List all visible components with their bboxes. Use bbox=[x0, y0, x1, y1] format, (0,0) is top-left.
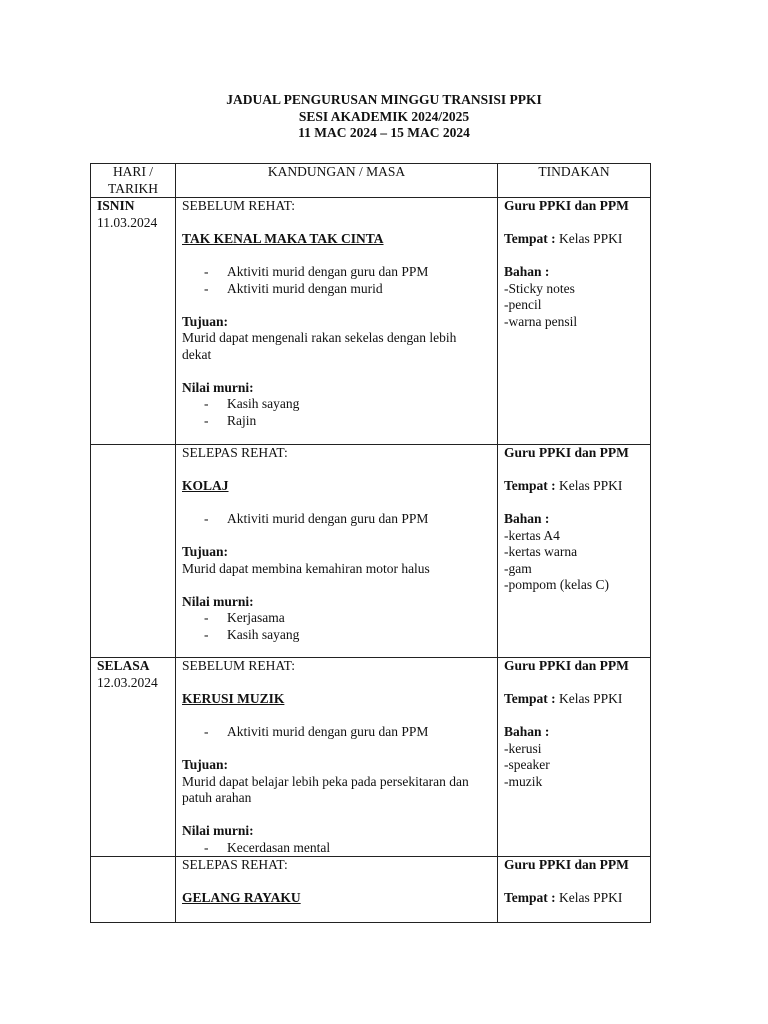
guru-text: Guru PPKI dan PPM bbox=[504, 658, 629, 673]
activity-title: KERUSI MUZIK bbox=[182, 691, 285, 706]
list-item: - Rajin bbox=[204, 412, 257, 428]
table-row bbox=[91, 658, 651, 857]
guru-text: Guru PPKI dan PPM bbox=[504, 857, 629, 872]
action-cell bbox=[498, 857, 651, 923]
nilai-item: Kecerdasan mental bbox=[227, 839, 331, 855]
tempat-value: Kelas PPKI bbox=[555, 231, 623, 246]
bahan-item: -kerusi bbox=[504, 740, 542, 756]
list-item: - Kecerdasan mental bbox=[204, 839, 331, 855]
day-cell bbox=[91, 198, 176, 445]
nilai-label: Nilai murni: bbox=[182, 823, 254, 838]
header-date: TARIKH bbox=[108, 180, 158, 196]
table-row bbox=[91, 445, 651, 658]
action-cell bbox=[498, 198, 651, 445]
bahan-item: -pompom (kelas C) bbox=[504, 577, 609, 592]
tujuan-text: Murid dapat membina kemahiran motor halus bbox=[182, 560, 430, 576]
content-cell bbox=[176, 857, 498, 923]
tempat-label: Tempat : bbox=[504, 478, 556, 493]
bahan-item: -warna pensil bbox=[504, 313, 578, 329]
list-item: - Aktiviti murid dengan guru dan PPM bbox=[204, 511, 429, 526]
tujuan-label: Tujuan: bbox=[182, 544, 229, 559]
activity-title: TAK KENAL MAKA TAK CINTA bbox=[182, 231, 384, 246]
schedule-table bbox=[90, 163, 651, 923]
list-item: - Kasih sayang bbox=[204, 626, 300, 642]
title-line-3: 11 MAC 2024 – 15 MAC 2024 bbox=[298, 125, 470, 140]
bahan-item: -muzik bbox=[504, 773, 543, 789]
guru-text: Guru PPKI dan PPM bbox=[504, 198, 629, 213]
list-item: - Aktiviti murid dengan murid bbox=[204, 280, 383, 296]
header-action: TINDAKAN bbox=[498, 164, 651, 198]
bahan-item: -gam bbox=[504, 560, 532, 576]
bahan-item: -pencil bbox=[504, 297, 542, 312]
day-date: 11.03.2024 bbox=[97, 214, 158, 230]
tujuan-label: Tujuan: bbox=[182, 757, 229, 772]
content-cell bbox=[176, 445, 498, 658]
bahan-item: -speaker bbox=[504, 757, 550, 772]
session-label: SEBELUM REHAT: bbox=[182, 658, 295, 673]
tempat-label: Tempat : bbox=[504, 231, 556, 246]
nilai-item: Kasih sayang bbox=[227, 626, 300, 642]
tujuan-text: patuh arahan bbox=[182, 790, 252, 805]
list-item: - Kasih sayang bbox=[204, 396, 300, 411]
nilai-item: Kerjasama bbox=[227, 610, 285, 625]
activity-item: Aktiviti murid dengan murid bbox=[227, 280, 383, 296]
day-name: SELASA bbox=[97, 658, 150, 673]
nilai-label: Nilai murni: bbox=[182, 593, 254, 609]
tujuan-text: Murid dapat mengenali rakan sekelas dengan lebih bbox=[182, 330, 457, 345]
tempat-value: Kelas PPKI bbox=[555, 478, 623, 493]
content-cell bbox=[176, 198, 498, 445]
table-header-row bbox=[91, 164, 651, 198]
day-date: 12.03.2024 bbox=[97, 674, 158, 690]
tempat-label: Tempat : bbox=[504, 691, 556, 706]
table-row bbox=[91, 857, 651, 923]
bahan-item: -kertas A4 bbox=[504, 527, 560, 543]
bahan-item: -Sticky notes bbox=[504, 280, 575, 296]
tujuan-label: Tujuan: bbox=[182, 313, 229, 329]
bahan-label: Bahan : bbox=[504, 264, 550, 279]
activity-item: Aktiviti murid dengan guru dan PPM bbox=[227, 724, 429, 739]
document-title bbox=[0, 92, 768, 142]
bahan-label: Bahan : bbox=[504, 724, 550, 739]
day-name: ISNIN bbox=[97, 198, 135, 213]
activity-item: Aktiviti murid dengan guru dan PPM bbox=[227, 511, 429, 526]
content-cell bbox=[176, 658, 498, 857]
action-cell bbox=[498, 658, 651, 857]
nilai-item: Rajin bbox=[227, 412, 257, 428]
title-line-2: SESI AKADEMIK 2024/2025 bbox=[298, 108, 470, 124]
activity-item: Aktiviti murid dengan guru dan PPM bbox=[227, 264, 429, 279]
header-content: KANDUNGAN / MASA bbox=[176, 164, 498, 198]
table-row bbox=[91, 198, 651, 445]
activity-title: KOLAJ bbox=[182, 478, 229, 493]
guru-text: Guru PPKI dan PPM bbox=[504, 445, 629, 460]
action-cell bbox=[498, 445, 651, 658]
session-label: SEBELUM REHAT: bbox=[182, 198, 295, 213]
title-line-1: JADUAL PENGURUSAN MINGGU TRANSISI PPKI bbox=[226, 92, 542, 107]
tempat-value: Kelas PPKI bbox=[555, 691, 623, 706]
tempat-label: Tempat : bbox=[504, 890, 556, 905]
nilai-label: Nilai murni: bbox=[182, 379, 254, 395]
header-day-date bbox=[91, 164, 176, 198]
nilai-item: Kasih sayang bbox=[227, 396, 300, 411]
activity-title: GELANG RAYAKU bbox=[182, 890, 301, 905]
day-cell bbox=[91, 658, 176, 857]
day-cell bbox=[91, 445, 176, 658]
list-item: - Kerjasama bbox=[204, 610, 285, 625]
tujuan-text: dekat bbox=[182, 346, 212, 362]
tempat-value: Kelas PPKI bbox=[555, 890, 623, 905]
list-item: - Aktiviti murid dengan guru dan PPM bbox=[204, 724, 429, 739]
session-label: SELEPAS REHAT: bbox=[182, 857, 288, 872]
bahan-label: Bahan : bbox=[504, 511, 550, 526]
header-day: HARI / bbox=[112, 164, 154, 179]
bahan-item: -kertas warna bbox=[504, 544, 578, 559]
tujuan-text: Murid dapat belajar lebih peka pada persekitaran dan bbox=[182, 773, 469, 789]
list-item: - Aktiviti murid dengan guru dan PPM bbox=[204, 264, 429, 279]
session-label: SELEPAS REHAT: bbox=[182, 445, 288, 460]
day-cell bbox=[91, 857, 176, 923]
